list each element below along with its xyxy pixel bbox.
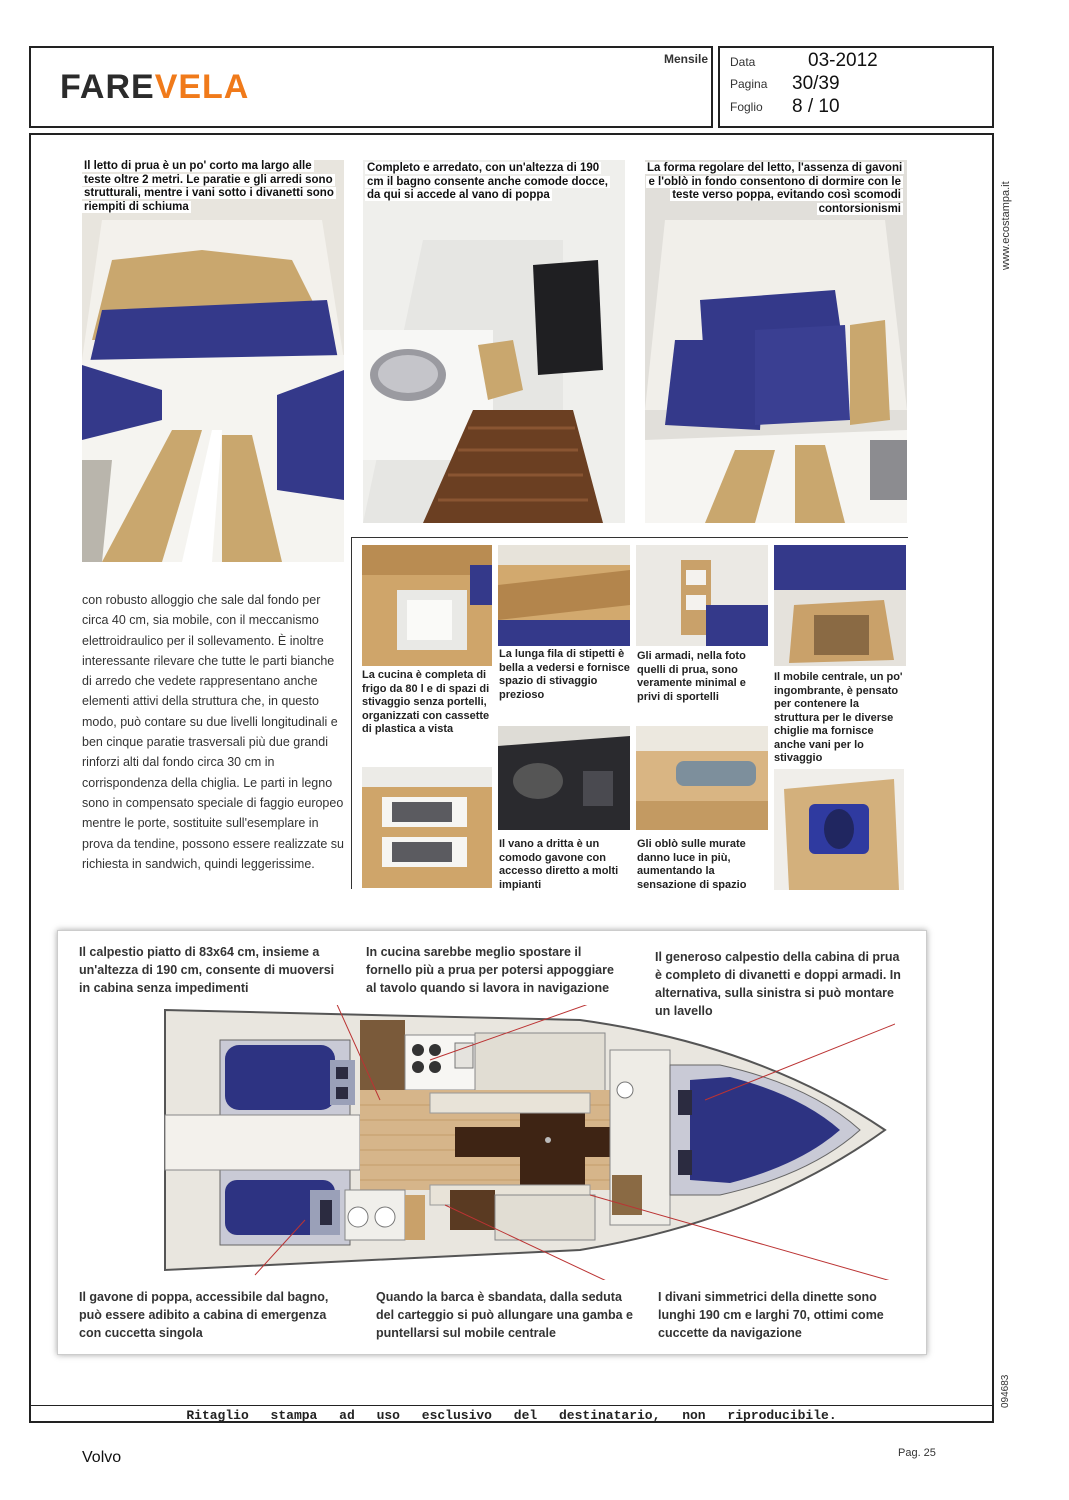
photo-cupboards [498, 545, 630, 646]
photo-forward-berth [82, 160, 344, 562]
foglio-label: Foglio [730, 100, 763, 114]
side-code: 094683 [1000, 1374, 1011, 1408]
periodicity-label: Mensile [664, 52, 709, 66]
clipping-notice: Ritaglio stampa ad uso esclusivo del destinatario, non riproducibile. [29, 1405, 994, 1424]
plan-caption-bottom-left: Il gavone di poppa, accessibile dal bagno, può essere adibito a cabina di emergenza con cuccetta singola [79, 1290, 329, 1340]
photo-caption-1: Il letto di prua è un po' corto ma largo alle teste oltre 2 metri. Le paratie e gli arredi sono strutturali, mentre i vani sotto i divanetti sono riempiti di schiuma [84, 160, 334, 213]
photo-starboard-locker [498, 726, 630, 830]
boat-layout-drawing [160, 1005, 895, 1280]
plan-caption-top-right: Il generoso calpestio della cabina di prua è completo di divanetti e doppi armadi. In alternativa, sulla sinistra si può montare un lavello [655, 950, 901, 1018]
photo-central-unit [774, 545, 906, 666]
caption-galley: La cucina è completa di frigo da 80 l e di spazi di stivaggio senza portelli, organizzati con cassette di plastica a vista [362, 669, 490, 735]
photo-hull-portlights [636, 726, 768, 830]
side-url: www.ecostampa.it [1000, 181, 1012, 270]
section-divider-h [351, 537, 908, 538]
caption-central-unit: Il mobile centrale, un po' ingombrante, è pensato per contenere la struttura per le diverse chiglie ma fornisce anche vani per lo stivaggio [774, 671, 903, 764]
plan-caption-top-left: Il calpestio piatto di 83x64 cm, insieme a un'altezza di 190 cm, consente di muoversi in cabina senza impedimenti [79, 945, 335, 995]
plan-caption-bottom-right: I divani simmetrici della dinette sono lunghi 190 cm e larghi 70, ottimi come cuccette da navigazione [658, 1290, 884, 1340]
footer-client: Volvo [82, 1449, 122, 1466]
photo-caption-2: Completo e arredato, con un'altezza di 190 cm il bagno consente anche comode docce, da qui si accede al vano di poppa [367, 162, 608, 201]
section-divider-v [351, 537, 352, 889]
caption-portlights: Gli oblò sulle murate danno luce in più, aumentando la sensazione di spazio [637, 838, 747, 891]
foglio-value: 8 / 10 [792, 96, 840, 117]
pagina-label: Pagina [730, 77, 768, 91]
article-body-text: con robusto alloggio che sale dal fondo per circa 40 cm, sia mobile, con il meccanismo elettroidraulico per il sollevamento. È inoltre interessante rilevare che tutte le parti bianche di arredo che vedete rappresentano anche elementi attivi della struttura che, in questo modo, può contare su due livelli longitudinali e ben cinque paratie trasversali più due grandi rinforzi alti dal fondo circa 30 cm in corrispondenza della chiglia. Le parti in legno sono in compensato speciale di faggio europeo mentre le porte, sostituite sull'esemplare in prova da tendine, possono essere realizzate su richiesta in sandwich, quindi leggerissime. [82, 593, 344, 871]
photo-storage-bin [774, 769, 904, 890]
photo-caption-3: La forma regolare del letto, l'assenza di gavoni e l'oblò in fondo consentono di dormire con le teste verso poppa, evitando così scomodi contorsionismi [647, 162, 903, 215]
caption-starboard-locker: Il vano a dritta è un comodo gavone con accesso diretto a molti impianti [499, 838, 619, 891]
caption-wardrobes: Gli armadi, nella foto quelli di prua, sono veramente minimal e privi di sportelli [637, 650, 746, 703]
photo-bathroom [363, 160, 625, 523]
footer-page-number: Pag. 25 [898, 1447, 936, 1459]
data-value: 03-2012 [808, 50, 878, 71]
photo-galley-storage [362, 767, 492, 888]
pagina-value: 30/39 [792, 73, 840, 94]
magazine-logo: FAREVELA [60, 68, 250, 106]
caption-cupboards: La lunga fila di stipetti è bella a vedersi e fornisce spazio di stivaggio prezioso [499, 648, 630, 701]
photo-wardrobes [636, 545, 768, 646]
plan-caption-top-middle: In cucina sarebbe meglio spostare il fornello più a prua per potersi appoggiare al tavolo quando si lavora in navigazione [366, 945, 614, 995]
plan-caption-bottom-middle: Quando la barca è sbandata, dalla seduta del carteggio si può allungare una gamba e puntellarsi sul mobile centrale [376, 1290, 634, 1340]
photo-galley [362, 545, 492, 666]
photo-aft-cabin [645, 160, 907, 523]
data-label: Data [730, 55, 756, 69]
